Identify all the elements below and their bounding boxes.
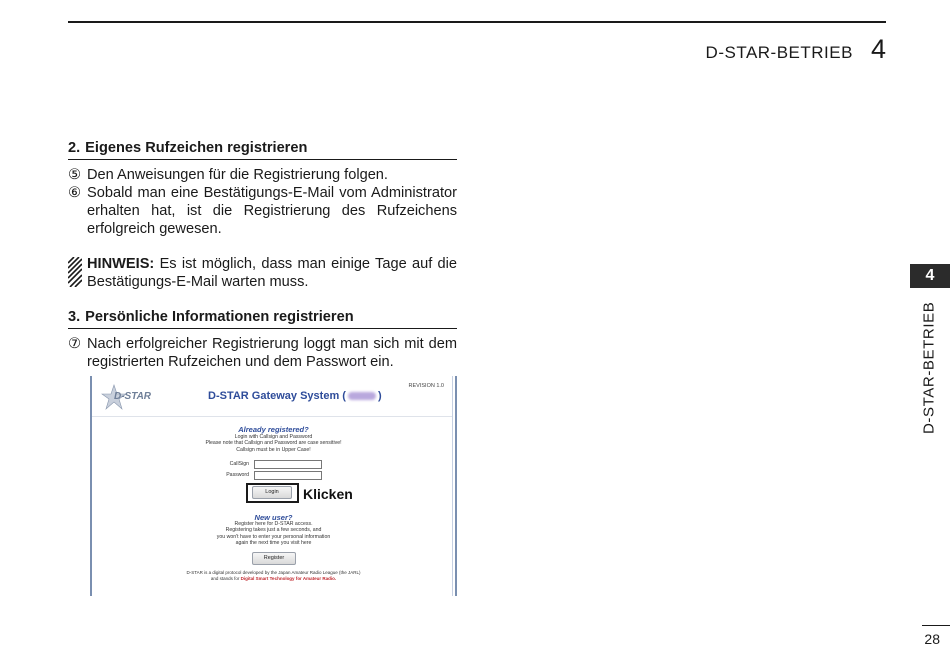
note-block <box>68 255 457 291</box>
side-tab-number: 4 <box>910 264 950 288</box>
gateway-title-suffix: ) <box>377 390 382 402</box>
login-button[interactable]: Login <box>252 486 292 499</box>
section-2-heading <box>68 139 457 160</box>
callsign-label: CallSign <box>229 461 249 467</box>
chapter-title: D-STAR-BETRIEB <box>705 43 853 62</box>
section-3 <box>68 308 457 371</box>
already-registered-heading: Already registered? <box>238 425 309 434</box>
section-3-title: Persönliche Informationen registrieren <box>85 309 354 325</box>
page-number: 28 <box>924 631 940 647</box>
login-info-line: Please note that Callsign and Password are case sensitive! <box>205 440 342 447</box>
step-7 <box>68 335 457 371</box>
register-button[interactable]: Register <box>252 552 296 565</box>
step-6-marker: ⑥ <box>68 185 82 201</box>
footer-line <box>92 576 455 582</box>
screenshot-scroll-edge <box>452 376 453 596</box>
login-info-line: Login with Callsign and Password <box>234 434 313 440</box>
side-tab-label: D-STAR-BETRIEB <box>920 301 938 434</box>
section-3-heading <box>68 308 457 329</box>
footer-highlight: Digital Smart Technology for Amateur Radio. <box>240 576 337 581</box>
top-rule <box>68 21 886 23</box>
password-input[interactable] <box>254 471 322 480</box>
chapter-number: 4 <box>870 34 886 64</box>
login-highlight-box <box>246 483 299 503</box>
gateway-login-screenshot <box>90 376 457 596</box>
new-user-heading: New user? <box>254 513 293 522</box>
login-info-line: Callsign must be in Upper Case! <box>236 446 311 453</box>
step-6 <box>68 184 457 238</box>
step-5 <box>68 166 457 184</box>
register-info-line: Register here for D-STAR access. <box>234 521 313 527</box>
callsign-input[interactable] <box>254 460 322 469</box>
footer-prefix: and stands for <box>210 576 240 581</box>
gateway-title-prefix: D-STAR Gateway System ( <box>208 390 346 402</box>
section-2-number: 2. <box>68 140 81 156</box>
step-7-text: Nach erfolgreicher Registrierung loggt man sich mit dem registrierten Rufzeichen und dem Passwort ein. <box>87 336 457 370</box>
register-info <box>92 521 455 547</box>
step-7-marker: ⑦ <box>68 336 82 352</box>
dstar-logo <box>100 383 162 411</box>
note-label: HINWEIS: <box>87 256 155 272</box>
password-label: Password <box>226 472 249 478</box>
register-info-line: you won't have to enter your personal information <box>216 533 331 540</box>
page-number-rule <box>922 625 950 626</box>
screenshot-header <box>92 376 452 417</box>
step-5-marker: ⑤ <box>68 167 82 183</box>
login-info <box>92 434 455 453</box>
note-hatch-icon <box>68 257 82 287</box>
screenshot-right-border <box>455 376 457 596</box>
revision-label: REVISION 1.0 <box>408 383 444 389</box>
blurred-callsign <box>348 392 376 400</box>
footer-line: D-STAR is a digital protocol developed by the Japan Amateur Radio League (the JARL) <box>186 570 361 575</box>
step-6-text: Sobald man eine Bestätigungs-E-Mail vom Administrator erhalten hat, ist die Registrierung des Rufzeichens erfolgreich gewesen. <box>87 185 457 237</box>
register-info-line: again the next time you visit here <box>235 540 312 547</box>
screenshot-footer <box>92 570 455 582</box>
click-annotation: Klicken <box>303 486 353 502</box>
chapter-header <box>706 34 886 65</box>
section-2 <box>68 139 457 238</box>
dstar-logo-text: D-STAR <box>114 391 152 402</box>
note-text: Es ist möglich, dass man einige Tage auf die Bestätigungs-E-Mail warten muss. <box>87 256 457 290</box>
register-info-line: Registering takes just a few seconds, and <box>225 527 322 534</box>
gateway-title <box>208 390 382 402</box>
section-2-title: Eigenes Rufzeichen registrieren <box>85 140 308 156</box>
section-3-number: 3. <box>68 309 81 325</box>
step-5-text: Den Anweisungen für die Registrierung folgen. <box>87 167 388 183</box>
